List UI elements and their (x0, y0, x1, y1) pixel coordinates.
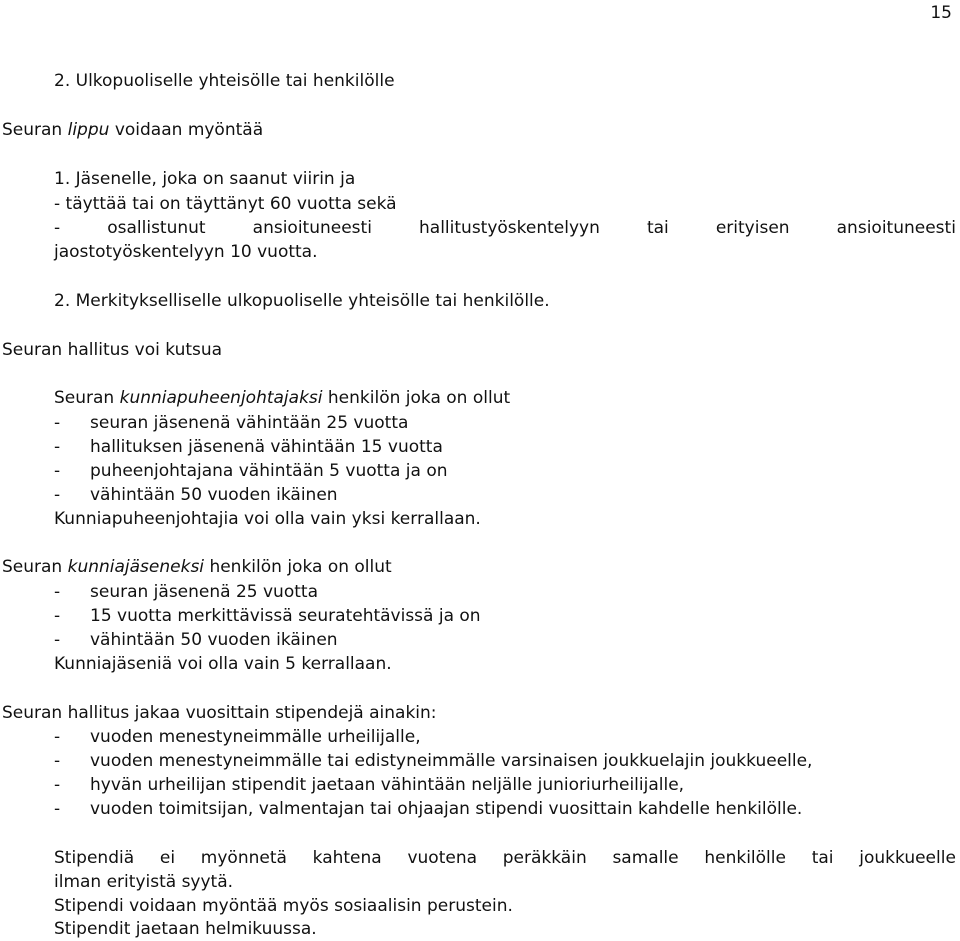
scholarship-social-rule: Stipendi voidaan myöntää myös sosiaalisin perustein. (54, 896, 513, 916)
member-note: Kunniajäseniä voi olla vain 5 kerrallaan. (54, 654, 392, 674)
chair-intro: Seuran kunniapuheenjohtajaksi henkilön joka on ollut (54, 388, 511, 408)
member-intro: Seuran kunniajäseneksi henkilön joka on ollut (2, 557, 392, 577)
scholarships-intro: Seuran hallitus jakaa vuosittain stipendejä ainakin: (2, 703, 437, 723)
flag-term: lippu (67, 120, 110, 140)
page-number: 15 (930, 3, 952, 23)
scholarship-rule-line2: ilman erityistä syytä. (54, 872, 234, 892)
item1-line1: - täyttää tai on täyttänyt 60 vuotta sekä (54, 194, 397, 214)
item1-line3: jaostotyöskentelyyn 10 vuotta. (54, 242, 318, 262)
chair-term: kunniapuheenjohtajaksi (119, 388, 323, 408)
flag-intro: Seuran lippu voidaan myöntää (2, 120, 264, 140)
chair-note: Kunniapuheenjohtajia voi olla vain yksi kerrallaan. (54, 509, 481, 529)
section-heading: 2. Ulkopuoliselle yhteisölle tai henkilölle (54, 71, 395, 91)
item1-line2: - osallistunut ansioituneesti hallitustyöskentelyyn tai erityisen ansioituneesti (54, 218, 956, 238)
member-term: kunniajäseneksi (67, 557, 205, 577)
item1-title: 1. Jäsenelle, joka on saanut viirin ja (54, 169, 356, 189)
honors-intro: Seuran hallitus voi kutsua (2, 340, 223, 360)
scholarship-timing-rule: Stipendit jaetaan helmikuussa. (54, 919, 317, 939)
scholarship-rule-line1: Stipendiä ei myönnetä kahtena vuotena peräkkäin samalle henkilölle tai joukkueelle (54, 848, 956, 868)
item2-title: 2. Merkitykselliselle ulkopuoliselle yhteisölle tai henkilölle. (54, 291, 550, 311)
